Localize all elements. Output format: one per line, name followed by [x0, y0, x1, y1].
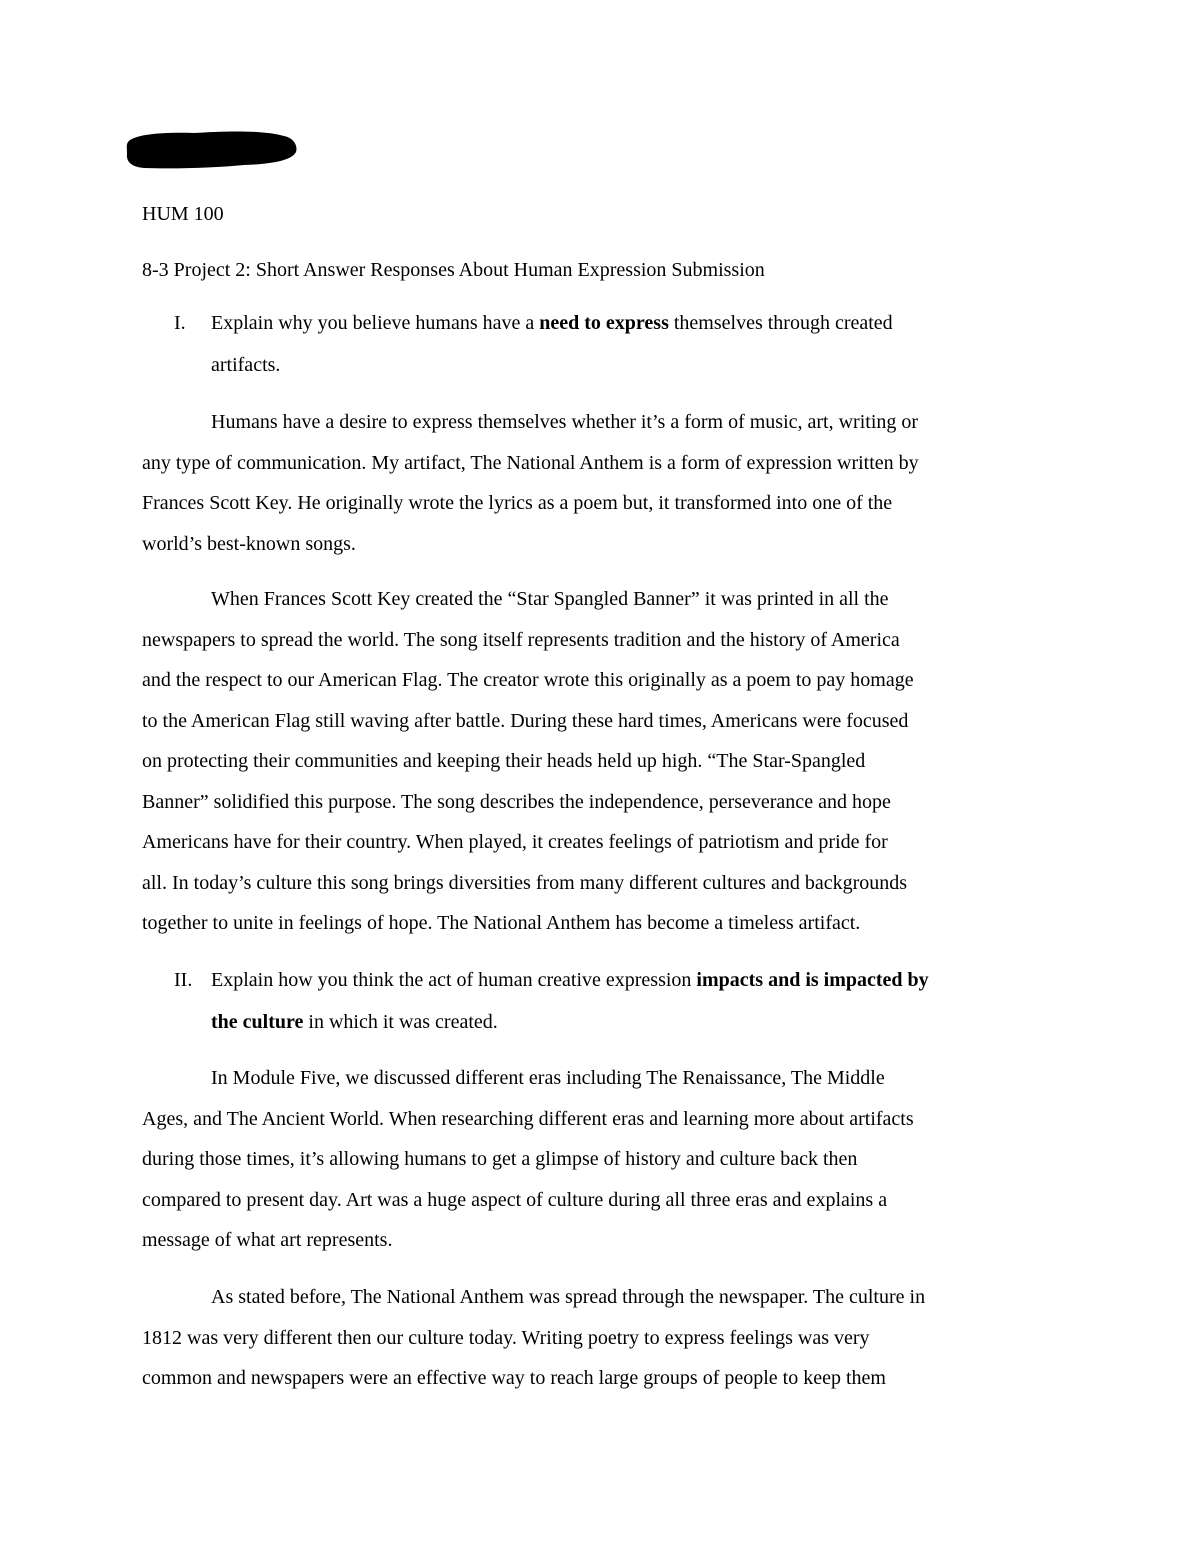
assignment-title: 8-3 Project 2: Short Answer Responses About Human Expression Submission	[142, 259, 765, 281]
paragraph-line: Ages, and The Ancient World. When researching different eras and learning more about artifacts	[142, 1108, 914, 1130]
paragraph-line: together to unite in feelings of hope. The National Anthem has become a timeless artifact.	[142, 912, 861, 934]
paragraph-line: compared to present day. Art was a huge aspect of culture during all three eras and explains a	[142, 1189, 888, 1211]
paragraph-line: In Module Five, we discussed different eras including The Renaissance, The Middle	[211, 1067, 885, 1089]
paragraph-line: any type of communication. My artifact, The National Anthem is a form of expression written by	[142, 452, 919, 474]
paragraph-line: all. In today’s culture this song brings diversities from many different cultures and backgrounds	[142, 872, 908, 894]
paragraph-line: during those times, it’s allowing humans to get a glimpse of history and culture back then	[142, 1148, 858, 1170]
question-2-text: Explain how you think the act of human creative expression	[211, 969, 697, 991]
paragraph-line: Americans have for their country. When played, it creates feelings of patriotism and pride for	[142, 831, 888, 853]
paragraph-line: common and newspapers were an effective way to reach large groups of people to keep them	[142, 1367, 886, 1389]
paragraph-line: Banner” solidified this purpose. The song describes the independence, perseverance and hope	[142, 791, 891, 813]
question-1-number: I.	[174, 312, 186, 334]
question-1-line-1	[211, 303, 893, 343]
paragraph-line: message of what art represents.	[142, 1229, 393, 1251]
question-1-line-2: artifacts.	[211, 354, 281, 376]
question-2-text-continued: in which it was created.	[303, 1011, 498, 1033]
paragraph-line: on protecting their communities and keeping their heads held up high. “The Star-Spangled	[142, 750, 866, 772]
redacted-name-mark	[124, 128, 298, 170]
paragraph-line: When Frances Scott Key created the “Star Spangled Banner” it was printed in all the	[211, 588, 889, 610]
paragraph-line: As stated before, The National Anthem was spread through the newspaper. The culture in	[211, 1286, 926, 1308]
paragraph-line: world’s best-known songs.	[142, 533, 356, 555]
question-2-emphasis-continued: the culture	[211, 1011, 304, 1033]
question-2-line-2	[211, 1002, 498, 1042]
paragraph-line: newspapers to spread the world. The song itself represents tradition and the history of America	[142, 629, 900, 651]
paragraph-line: Humans have a desire to express themselves whether it’s a form of music, art, writing or	[211, 411, 919, 433]
question-2-number: II.	[174, 969, 193, 991]
question-1-emphasis: need to express	[539, 312, 669, 334]
question-2-emphasis: impacts and is impacted by	[696, 969, 929, 991]
course-code: HUM 100	[142, 203, 224, 225]
paragraph-line: 1812 was very different then our culture today. Writing poetry to express feelings was very	[142, 1327, 870, 1349]
paragraph-line: to the American Flag still waving after battle. During these hard times, Americans were focused	[142, 710, 909, 732]
paragraph-line: and the respect to our American Flag. The creator wrote this originally as a poem to pay homage	[142, 669, 914, 691]
question-1-text-continued: themselves through created	[668, 312, 893, 334]
paragraph-line: Frances Scott Key. He originally wrote the lyrics as a poem but, it transformed into one of the	[142, 492, 893, 514]
question-2-line-1	[211, 960, 929, 1000]
question-1-text: Explain why you believe humans have a	[211, 312, 540, 334]
